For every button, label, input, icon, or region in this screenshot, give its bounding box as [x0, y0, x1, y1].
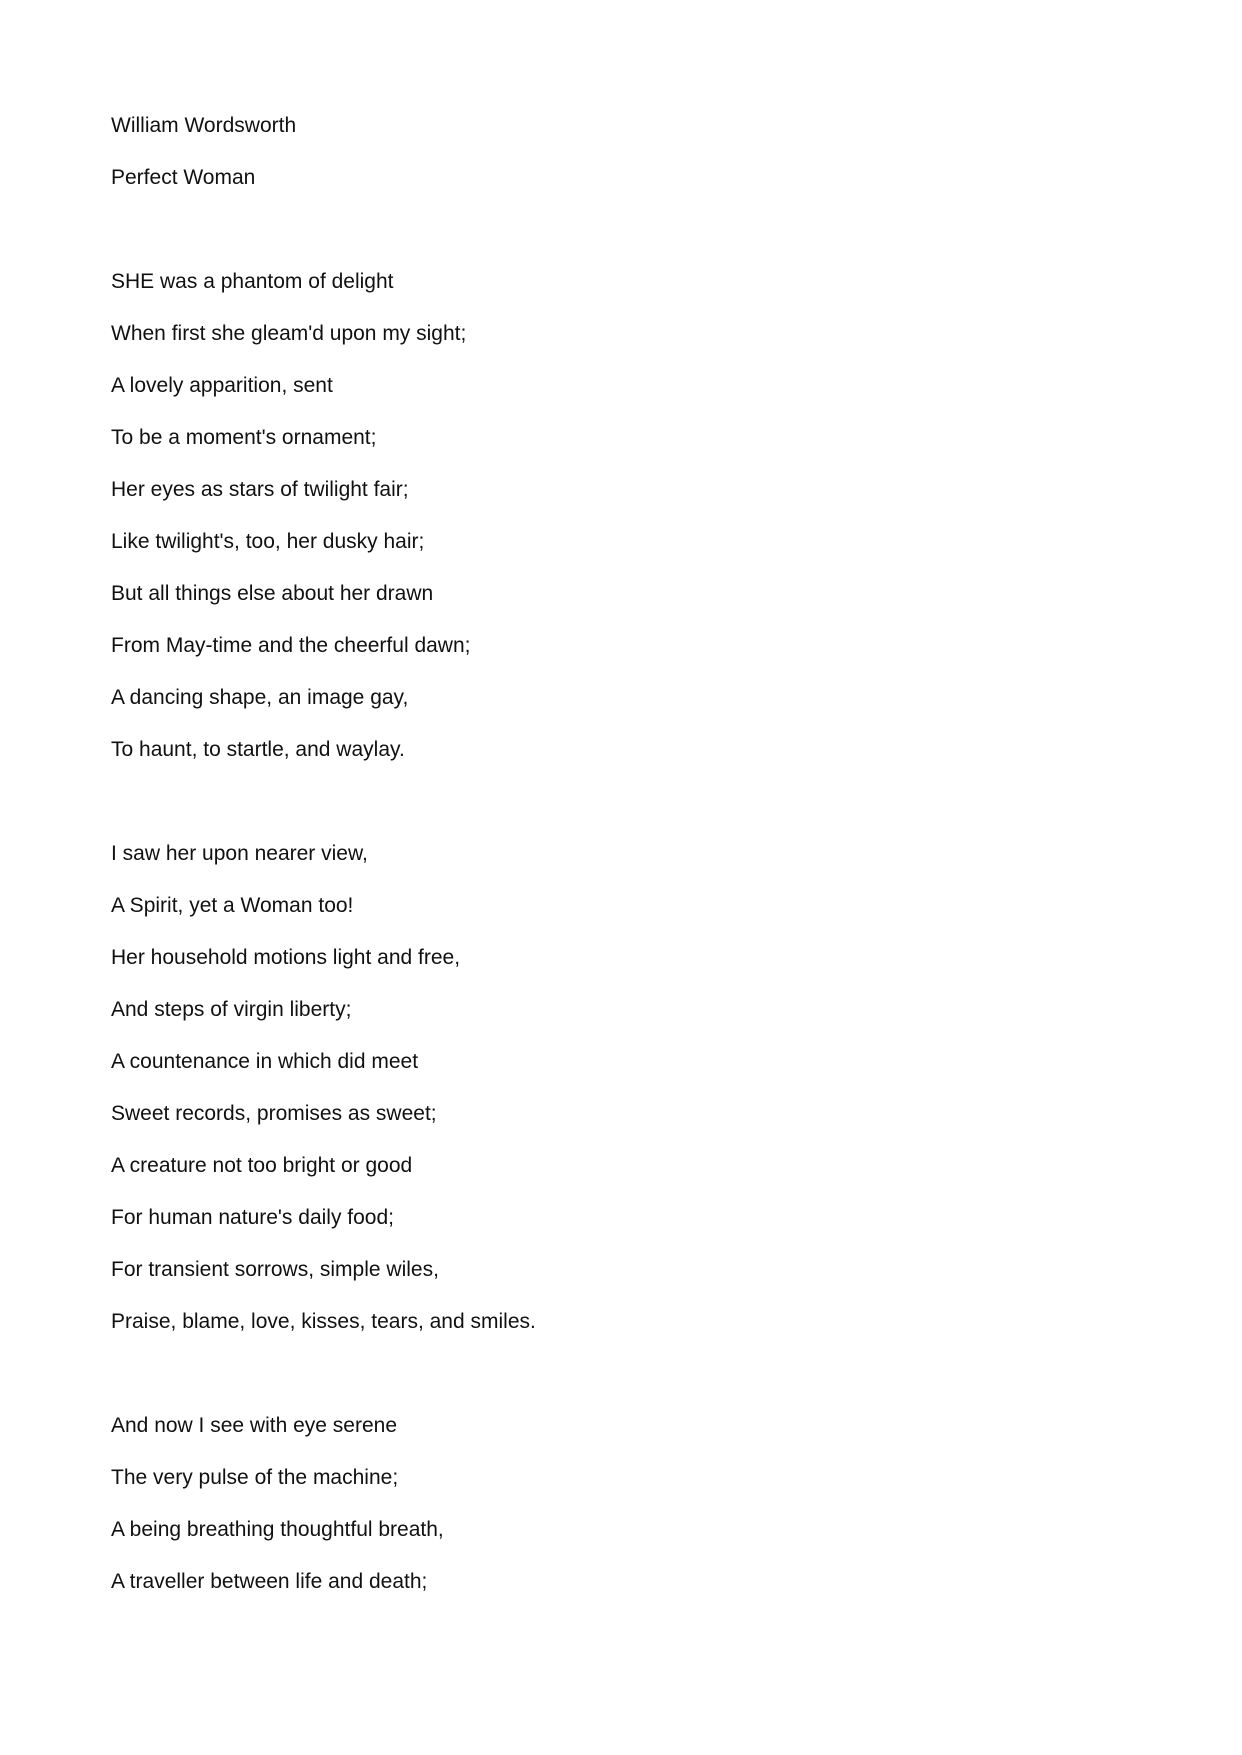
poem-line: Like twilight's, too, her dusky hair; — [111, 530, 425, 553]
poem-line: And steps of virgin liberty; — [111, 998, 352, 1021]
poem-line: To be a moment's ornament; — [111, 426, 377, 449]
poem-line: And now I see with eye serene — [111, 1414, 398, 1437]
poem-line: A being breathing thoughtful breath, — [111, 1518, 444, 1541]
poem-line: Praise, blame, love, kisses, tears, and smiles. — [111, 1310, 536, 1333]
poem-content — [111, 113, 1111, 1621]
poem-line: A Spirit, yet a Woman too! — [111, 894, 354, 917]
poem-line: From May-time and the cheerful dawn; — [111, 634, 471, 657]
poem-line: A traveller between life and death; — [111, 1570, 428, 1593]
poem-line: A dancing shape, an image gay, — [111, 686, 409, 709]
poem-line: For human nature's daily food; — [111, 1206, 394, 1229]
poem-line: But all things else about her drawn — [111, 582, 434, 605]
title-spacer — [111, 217, 1111, 269]
poem-line: A countenance in which did meet — [111, 1050, 419, 1073]
poem-line: To haunt, to startle, and waylay. — [111, 738, 405, 761]
poem-line: Her eyes as stars of twilight fair; — [111, 478, 409, 501]
poem-line: When first she gleam'd upon my sight; — [111, 322, 467, 345]
poem-title: Perfect Woman — [111, 166, 256, 189]
author-name: William Wordsworth — [111, 114, 297, 137]
poem-line: A creature not too bright or good — [111, 1154, 413, 1177]
stanza-1 — [111, 269, 1111, 763]
poem-line: For transient sorrows, simple wiles, — [111, 1258, 439, 1281]
stanza-2 — [111, 841, 1111, 1335]
poem-line: SHE was a phantom of delight — [111, 270, 394, 293]
poem-line: Sweet records, promises as sweet; — [111, 1102, 437, 1125]
stanza-3 — [111, 1413, 1111, 1595]
stanza-spacer — [111, 1361, 1111, 1413]
poem-line: A lovely apparition, sent — [111, 374, 333, 397]
stanza-spacer — [111, 789, 1111, 841]
poem-line: Her household motions light and free, — [111, 946, 461, 969]
poem-line: The very pulse of the machine; — [111, 1466, 399, 1489]
poem-line: I saw her upon nearer view, — [111, 842, 368, 865]
